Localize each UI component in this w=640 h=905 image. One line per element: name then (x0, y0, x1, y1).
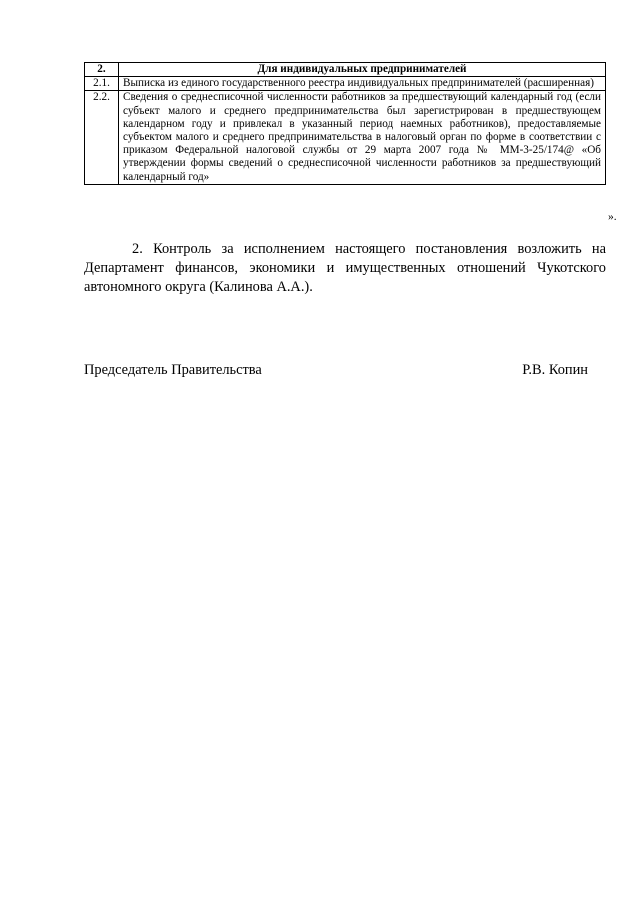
table-row (85, 91, 606, 184)
closing-quote-mark: ». (608, 211, 617, 223)
table-row-section-header (85, 63, 606, 77)
documents-table (84, 62, 606, 185)
signatory-position: Председатель Правительства (84, 362, 262, 378)
row-text: Сведения о среднесписочной численности работников за предшествующий календарный год (если субъект малого и среднего предпринимательства был зарегистрирован в предшествующем календарном году и привлекал в указанный период наемных работников), предоставляемые субъектом малого и среднего предпринимательства в налоговый орган по форме в соответствии с приказом Федеральной налоговой службы от 29 марта 2007 года № ММ-3-25/174@ «Об утверждении формы сведений о среднесписочной численности работников за предшествующий календарный год» (119, 91, 606, 184)
body-paragraph: 2. Контроль за исполнением настоящего постановления возложить на Департамент финансов, экономики и имущественных отношений Чукотского автономного округа (Калинова А.А.). (84, 241, 606, 295)
row-number: 2. (85, 63, 119, 77)
section-title: Для индивидуальных предпринимателей (119, 63, 606, 77)
signatory-name: Р.В. Копин (522, 362, 588, 378)
row-number: 2.1. (85, 77, 119, 91)
table-row (85, 77, 606, 91)
row-number: 2.2. (85, 91, 119, 184)
row-text: Выписка из единого государственного реестра индивидуальных предпринимателей (расширенная) (119, 77, 606, 91)
